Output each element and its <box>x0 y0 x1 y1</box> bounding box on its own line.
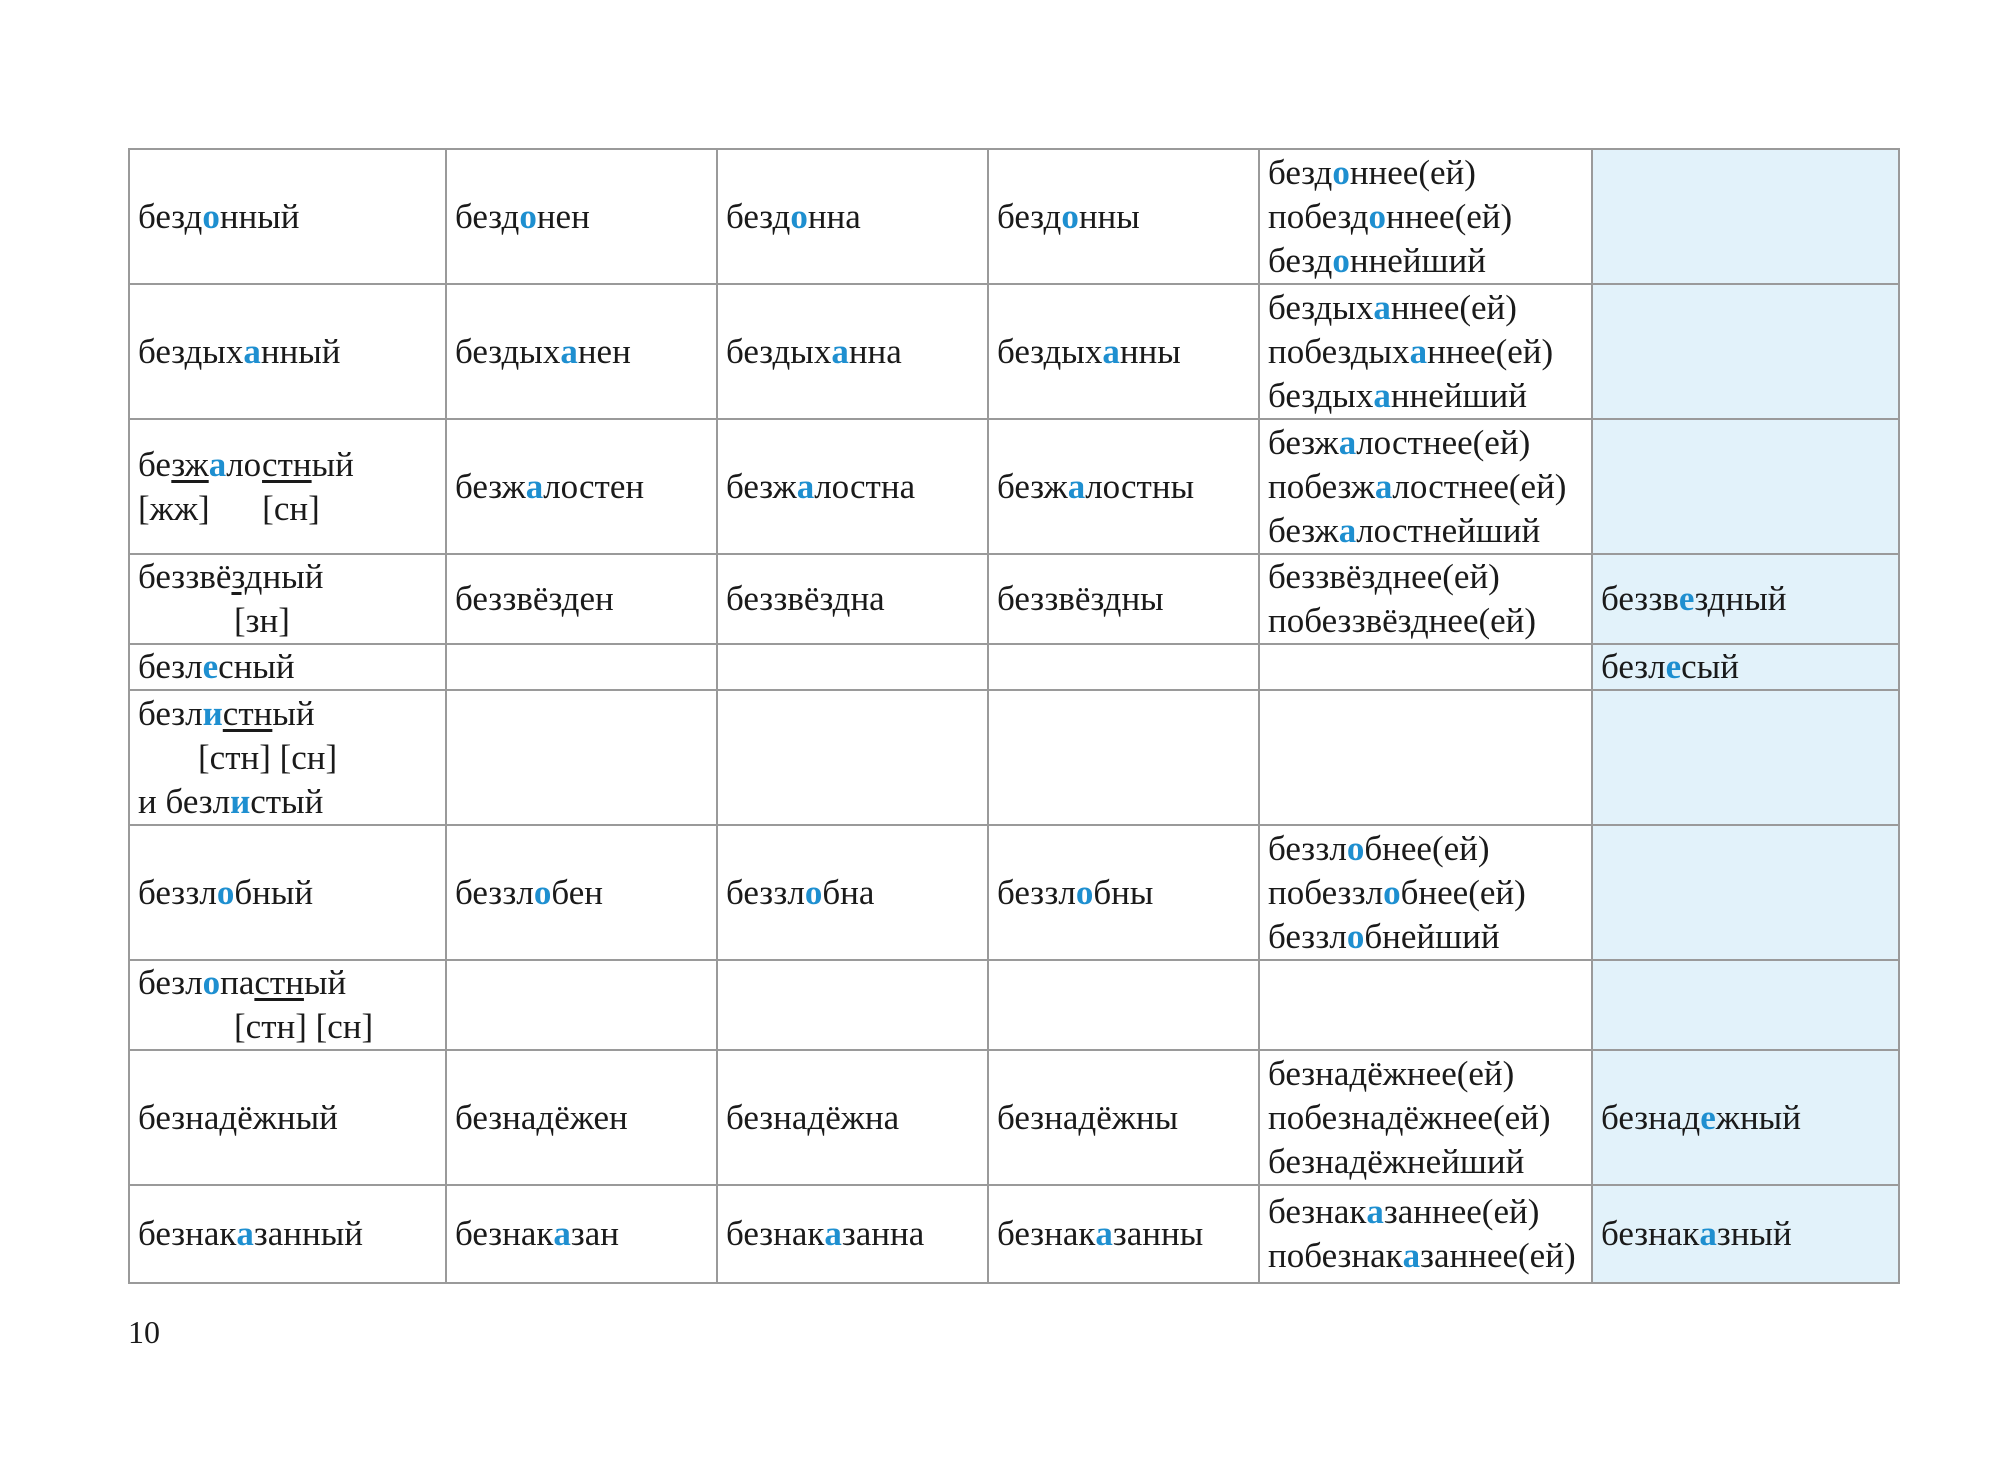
word-fragment: безнад <box>1601 1097 1701 1137</box>
word-fragment: бездых <box>1268 375 1374 415</box>
word-fragment: безд <box>1268 152 1333 192</box>
cell-line <box>997 465 1250 509</box>
word-fragment: ннее(ей) <box>1349 152 1476 192</box>
short-plural-cell <box>988 149 1259 284</box>
word-fragment: жный <box>1715 1097 1801 1137</box>
cell-line <box>997 1212 1250 1256</box>
stressed-letter: о <box>790 196 808 236</box>
word-fragment: безл <box>1601 647 1666 686</box>
short-fem-cell <box>717 554 988 644</box>
word-fragment: беззл <box>1268 916 1347 956</box>
short-plural-cell <box>988 825 1259 960</box>
table-row <box>129 825 1899 960</box>
word-fragment: беззл <box>455 872 534 912</box>
headword-cell <box>129 690 446 825</box>
word-fragment: ннейший <box>1390 375 1527 415</box>
cell-line <box>138 330 437 374</box>
comparative-cell <box>1259 1185 1592 1283</box>
cell-line <box>1268 286 1583 330</box>
cell-line <box>1268 195 1583 239</box>
word-fragment: бнее(ей) <box>1400 872 1526 912</box>
word-fragment: безнак <box>1268 1192 1367 1231</box>
stressed-letter: а <box>525 466 544 506</box>
word-fragment: безд <box>1268 240 1333 280</box>
word-fragment: бны <box>1093 872 1154 912</box>
table-body <box>129 149 1899 1283</box>
stressed-letter: е <box>1700 1097 1716 1137</box>
stressed-letter: а <box>1095 1214 1113 1253</box>
word-fragment: ый <box>303 963 347 1002</box>
word-fragment: бездых <box>455 331 561 371</box>
cell-line <box>726 465 979 509</box>
word-fragment: ннее(ей) <box>1386 196 1513 236</box>
word-fragment: ный <box>262 557 324 596</box>
comparative-cell <box>1259 554 1592 644</box>
word-fragment: бездых <box>997 331 1103 371</box>
comparative-cell <box>1259 1050 1592 1185</box>
cell-line <box>1268 509 1583 553</box>
word-fragment: безд <box>455 196 520 236</box>
word-fragment: бе <box>138 444 172 484</box>
word-fragment: нны <box>1078 196 1140 236</box>
cell-line <box>138 1212 437 1256</box>
word-fragment: безж <box>1268 422 1339 462</box>
word-fragment: беззл <box>1268 828 1347 868</box>
table-row <box>129 1050 1899 1185</box>
stressed-letter: о <box>1332 240 1350 280</box>
short-masc-cell <box>446 1185 717 1283</box>
underlined-cluster: стн <box>222 693 273 733</box>
cell-line <box>1268 239 1583 283</box>
word-fragment: нны <box>1119 331 1181 371</box>
short-plural-cell <box>988 644 1259 690</box>
cell-line <box>138 736 437 780</box>
short-fem-cell <box>717 825 988 960</box>
word-fragment: [жж] [сн] <box>138 488 320 528</box>
word-fragment: безж <box>455 466 526 506</box>
cell-line <box>138 780 437 824</box>
stressed-letter: о <box>1346 916 1365 956</box>
cell-line <box>138 1005 437 1049</box>
stressed-letter: а <box>1374 466 1393 506</box>
cell-line <box>997 871 1250 915</box>
short-masc-cell <box>446 554 717 644</box>
cell-line <box>455 1096 708 1140</box>
variant-cell <box>1592 825 1899 960</box>
word-fragment: [зн] <box>234 601 290 640</box>
comparative-cell <box>1259 690 1592 825</box>
short-fem-cell <box>717 644 988 690</box>
stressed-letter: а <box>1338 510 1357 550</box>
headword-cell <box>129 1050 446 1185</box>
underlined-cluster: стн <box>254 963 304 1002</box>
word-fragment: бный <box>234 872 314 912</box>
word-fragment: ннее(ей) <box>1427 331 1554 371</box>
cell-line <box>997 195 1250 239</box>
variant-cell <box>1592 1050 1899 1185</box>
cell-line <box>726 871 979 915</box>
cell-line <box>455 195 708 239</box>
cell-line <box>726 1212 979 1256</box>
short-fem-cell <box>717 690 988 825</box>
short-plural-cell <box>988 1185 1259 1283</box>
word-fragment: зан <box>570 1214 619 1253</box>
word-fragment: безл <box>138 963 203 1002</box>
word-fragment: безнак <box>138 1214 237 1253</box>
cell-line <box>1601 577 1890 621</box>
word-fragment: нный <box>219 196 300 236</box>
word-fragment: ый <box>272 693 315 733</box>
stressed-letter: о <box>533 872 552 912</box>
cell-line <box>726 1096 979 1140</box>
comparative-cell <box>1259 644 1592 690</box>
word-fragment: и безл <box>138 781 231 821</box>
word-fragment: безнак <box>997 1214 1096 1253</box>
word-fragment: безнак <box>1601 1214 1700 1253</box>
word-fragment: безж <box>726 466 797 506</box>
table-row <box>129 554 1899 644</box>
word-fragment: бездых <box>138 331 244 371</box>
word-fragment: безнадёжный <box>138 1097 338 1137</box>
cell-line <box>455 1212 708 1256</box>
headword-cell <box>129 960 446 1050</box>
comparative-cell <box>1259 419 1592 554</box>
short-fem-cell <box>717 960 988 1050</box>
word-fragment: безнадёжнейший <box>1268 1141 1525 1181</box>
cell-line <box>997 577 1250 621</box>
short-masc-cell <box>446 1050 717 1185</box>
stressed-letter: о <box>804 872 823 912</box>
word-fragment: бездых <box>1268 287 1374 327</box>
stressed-letter: е <box>202 647 219 686</box>
word-fragment: ый <box>311 444 354 484</box>
cell-line <box>138 871 437 915</box>
stressed-letter: а <box>1402 1236 1421 1275</box>
word-fragment: занный <box>253 1214 363 1253</box>
word-fragment: нен <box>577 331 631 371</box>
variant-cell <box>1592 284 1899 419</box>
word-fragment: нный <box>260 331 341 371</box>
variant-cell <box>1592 690 1899 825</box>
cell-line <box>138 599 437 643</box>
cell-line <box>1601 1212 1890 1256</box>
word-fragment: побездых <box>1268 331 1410 371</box>
word-fragment: безнак <box>726 1214 825 1253</box>
word-fragment: зный <box>1716 1214 1792 1253</box>
word-fragment: беззвё <box>138 557 232 596</box>
cell-line <box>1601 1096 1890 1140</box>
stressed-letter: а <box>796 466 815 506</box>
word-fragment: [стн] [сн] <box>234 1007 374 1046</box>
word-fragment: безнак <box>455 1214 554 1253</box>
stressed-letter: о <box>1332 152 1350 192</box>
word-fragment: беззвёзден <box>455 579 614 618</box>
variant-cell <box>1592 644 1899 690</box>
underlined-cluster: зж <box>171 444 209 484</box>
stressed-letter: о <box>1368 196 1387 236</box>
short-fem-cell <box>717 419 988 554</box>
word-fragment: [стн] [сн] <box>198 737 338 777</box>
headword-cell <box>129 644 446 690</box>
cell-line <box>1268 1234 1583 1278</box>
table-row <box>129 960 1899 1050</box>
stressed-letter: а <box>1067 466 1086 506</box>
word-fragment: беззв <box>1601 579 1679 618</box>
word-fragment: безнадёжна <box>726 1097 900 1137</box>
word-fragment: побеззл <box>1268 872 1384 912</box>
short-masc-cell <box>446 644 717 690</box>
cell-line <box>1268 1096 1583 1140</box>
word-fragment: здный <box>1694 579 1787 618</box>
word-fragment: побезд <box>1268 196 1369 236</box>
word-fragment: безж <box>1268 510 1339 550</box>
word-fragment: занна <box>841 1214 925 1253</box>
cell-line <box>997 330 1250 374</box>
variant-cell <box>1592 1185 1899 1283</box>
stressed-letter: а <box>208 444 227 484</box>
word-fragment: беззвёзднее(ей) <box>1268 557 1500 596</box>
stressed-letter: о <box>519 196 537 236</box>
word-fragment: бездых <box>726 331 832 371</box>
word-fragment: занны <box>1112 1214 1204 1253</box>
cell-line <box>726 330 979 374</box>
table-row <box>129 284 1899 419</box>
variant-cell <box>1592 419 1899 554</box>
comparative-cell <box>1259 960 1592 1050</box>
stressed-letter: а <box>1373 375 1391 415</box>
word-fragment: побеззвёзднее(ей) <box>1268 601 1537 640</box>
short-plural-cell <box>988 690 1259 825</box>
cell-line <box>1268 599 1583 643</box>
table-row <box>129 149 1899 284</box>
word-fragment: побезнадёжнее(ей) <box>1268 1097 1551 1137</box>
word-fragment: па <box>220 963 255 1002</box>
cell-line <box>455 465 708 509</box>
word-fragment: лостнее(ей) <box>1392 466 1567 506</box>
short-plural-cell <box>988 960 1259 1050</box>
stressed-letter: и <box>202 693 223 733</box>
word-fragment: лостнее(ей) <box>1356 422 1531 462</box>
word-fragment: бна <box>822 872 875 912</box>
short-fem-cell <box>717 284 988 419</box>
stressed-letter: о <box>1075 872 1094 912</box>
comparative-cell <box>1259 149 1592 284</box>
stressed-letter: а <box>560 331 578 371</box>
word-fragment: заннее(ей) <box>1383 1192 1540 1231</box>
stressed-letter: а <box>553 1214 571 1253</box>
word-fragment: лостны <box>1085 466 1195 506</box>
cell-line <box>138 692 437 736</box>
cell-line <box>1268 1190 1583 1234</box>
cell-line <box>997 1096 1250 1140</box>
word-fragment: безнадёжнее(ей) <box>1268 1053 1515 1093</box>
cell-line <box>1268 151 1583 195</box>
adjective-forms-table <box>128 148 1900 1284</box>
short-masc-cell <box>446 825 717 960</box>
headword-cell <box>129 554 446 644</box>
headword-cell <box>129 825 446 960</box>
cell-line <box>455 330 708 374</box>
short-plural-cell <box>988 419 1259 554</box>
stressed-letter: о <box>1346 828 1365 868</box>
word-fragment: стый <box>250 781 324 821</box>
stressed-letter: а <box>1102 331 1120 371</box>
table-row <box>129 690 1899 825</box>
word-fragment: бен <box>551 872 603 912</box>
stressed-letter: о <box>202 196 220 236</box>
cell-line <box>1268 555 1583 599</box>
stressed-letter: е <box>1665 647 1682 686</box>
stressed-letter: о <box>216 872 235 912</box>
table-row <box>129 1185 1899 1283</box>
cell-line <box>138 195 437 239</box>
word-fragment: ннее(ей) <box>1390 287 1517 327</box>
cell-line <box>1601 645 1890 689</box>
word-fragment: побезж <box>1268 466 1375 506</box>
underlined-cluster: стн <box>262 444 312 484</box>
cell-line <box>726 577 979 621</box>
headword-cell <box>129 419 446 554</box>
word-fragment: побезнак <box>1268 1236 1403 1275</box>
stressed-letter: о <box>202 963 221 1002</box>
cell-line <box>726 195 979 239</box>
cell-line <box>138 443 437 487</box>
comparative-cell <box>1259 825 1592 960</box>
short-plural-cell <box>988 554 1259 644</box>
word-fragment: безд <box>726 196 791 236</box>
short-fem-cell <box>717 1185 988 1283</box>
word-fragment: сный <box>218 647 295 686</box>
cell-line <box>1268 827 1583 871</box>
word-fragment: бнейший <box>1364 916 1500 956</box>
cell-line <box>1268 871 1583 915</box>
stressed-letter: а <box>1366 1192 1384 1231</box>
cell-line <box>138 645 437 689</box>
stressed-letter: и <box>230 781 251 821</box>
word-fragment: безл <box>138 647 203 686</box>
word-fragment: беззвёздны <box>997 579 1164 618</box>
word-fragment: безл <box>138 693 203 733</box>
comparative-cell <box>1259 284 1592 419</box>
stressed-letter: а <box>1699 1214 1717 1253</box>
word-fragment: беззвёздна <box>726 579 885 618</box>
cell-line <box>455 871 708 915</box>
cell-line <box>138 555 437 599</box>
short-masc-cell <box>446 419 717 554</box>
cell-line <box>1268 374 1583 418</box>
short-masc-cell <box>446 960 717 1050</box>
short-fem-cell <box>717 149 988 284</box>
headword-cell <box>129 284 446 419</box>
word-fragment: лостнейший <box>1356 510 1541 550</box>
word-fragment: лостна <box>814 466 916 506</box>
word-fragment: беззл <box>726 872 805 912</box>
short-masc-cell <box>446 690 717 825</box>
cell-line <box>1268 1140 1583 1184</box>
stressed-letter: а <box>831 331 849 371</box>
word-fragment: нна <box>807 196 861 236</box>
word-fragment: заннее(ей) <box>1420 1236 1576 1275</box>
short-masc-cell <box>446 149 717 284</box>
short-masc-cell <box>446 284 717 419</box>
variant-cell <box>1592 149 1899 284</box>
word-fragment: нен <box>536 196 590 236</box>
short-fem-cell <box>717 1050 988 1185</box>
word-fragment: безд <box>138 196 203 236</box>
word-fragment: бнее(ей) <box>1364 828 1490 868</box>
stressed-letter: о <box>1383 872 1401 912</box>
variant-cell <box>1592 554 1899 644</box>
word-fragment: нна <box>848 331 902 371</box>
word-fragment: безнадёжен <box>455 1097 628 1137</box>
stressed-letter: а <box>236 1214 254 1253</box>
table-row <box>129 644 1899 690</box>
word-fragment: ннейший <box>1349 240 1486 280</box>
cell-line <box>138 1096 437 1140</box>
page-number: 10 <box>128 1314 160 1350</box>
table-row <box>129 419 1899 554</box>
short-plural-cell <box>988 1050 1259 1185</box>
stressed-letter: а <box>1409 331 1428 371</box>
headword-cell <box>129 149 446 284</box>
word-fragment: лостен <box>543 466 645 506</box>
short-plural-cell <box>988 284 1259 419</box>
stressed-letter: а <box>1373 287 1391 327</box>
underlined-cluster: зд <box>231 557 263 596</box>
word-fragment: безж <box>997 466 1068 506</box>
cell-line <box>1268 421 1583 465</box>
word-fragment: безд <box>997 196 1062 236</box>
variant-cell <box>1592 960 1899 1050</box>
word-fragment: беззл <box>138 872 217 912</box>
stressed-letter: а <box>243 331 261 371</box>
cell-line <box>1268 330 1583 374</box>
cell-line <box>455 577 708 621</box>
stressed-letter: а <box>824 1214 842 1253</box>
word-fragment: беззл <box>997 872 1076 912</box>
word-fragment: ло <box>226 444 263 484</box>
cell-line <box>1268 1052 1583 1096</box>
cell-line <box>1268 465 1583 509</box>
word-fragment: безнадёжны <box>997 1097 1179 1137</box>
headword-cell <box>129 1185 446 1283</box>
cell-line <box>138 487 437 531</box>
cell-line <box>138 961 437 1005</box>
stressed-letter: а <box>1338 422 1357 462</box>
word-fragment: сый <box>1681 647 1739 686</box>
stressed-letter: о <box>1061 196 1079 236</box>
stressed-letter: е <box>1678 579 1695 618</box>
cell-line <box>1268 915 1583 959</box>
